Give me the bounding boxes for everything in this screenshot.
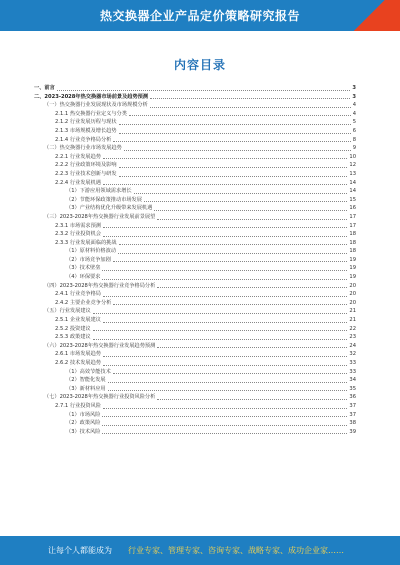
toc-entry[interactable] — [34, 342, 356, 351]
toc-entry-page: 17 — [349, 222, 356, 229]
toc-entry-page: 21 — [349, 317, 356, 324]
toc-entry-text: （四）2023-2028年热交换器行业竞争格局分析 — [44, 282, 156, 289]
toc-entry-page: 39 — [349, 428, 356, 435]
toc-entry-text: 2.6.1 市场发展趋势 — [55, 351, 101, 358]
toc-entry[interactable] — [34, 93, 356, 102]
toc-entry[interactable] — [34, 299, 356, 308]
toc-leader-dots — [150, 107, 351, 108]
toc-entry-text: （五）行业发展建议 — [44, 308, 91, 315]
toc-entry-page: 19 — [349, 274, 356, 281]
toc-entry-text: （3）技术风险 — [66, 428, 101, 435]
toc-entry-page: 13 — [349, 170, 356, 177]
toc-entry-page: 8 — [352, 136, 356, 143]
toc-leader-dots — [57, 90, 351, 91]
toc-entry-text: 2.2.3 行业技术创新与研发 — [55, 170, 117, 177]
toc-entry-page: 24 — [349, 342, 356, 349]
toc-leader-dots — [157, 287, 347, 288]
toc-entry-text: （1）高效节能技术 — [66, 368, 111, 375]
toc-entry-page: 35 — [349, 385, 356, 392]
toc-entry-text: （1）原材料价格波动 — [66, 248, 116, 255]
toc-leader-dots — [150, 98, 350, 99]
footer-slogan: 让每个人都能成为 — [48, 546, 112, 555]
toc-entry-page: 9 — [352, 145, 356, 152]
toc-leader-dots — [102, 279, 347, 280]
toc-entry[interactable] — [34, 144, 356, 153]
toc-entry[interactable] — [34, 127, 356, 136]
toc-entry-page: 33 — [349, 368, 356, 375]
toc-leader-dots — [103, 227, 347, 228]
toc-leader-dots — [134, 193, 348, 194]
toc-entry[interactable] — [34, 118, 356, 127]
toc-entry[interactable] — [34, 316, 356, 325]
toc-entry-text: 2.1.2 行业发展历程与现状 — [55, 119, 117, 126]
toc-entry[interactable] — [34, 161, 356, 170]
toc-leader-dots — [144, 201, 347, 202]
toc-leader-dots — [108, 390, 348, 391]
toc-entry-page: 32 — [349, 351, 356, 358]
toc-entry-text: 2.3.3 行业发展面临的挑战 — [55, 239, 117, 246]
toc-entry-text: （六）2023-2028年热交换器行业发展趋势预测 — [44, 342, 156, 349]
toc-entry[interactable] — [34, 393, 356, 402]
toc-entry-text: （二）热交换器行业市场发展趋势 — [44, 145, 122, 152]
table-of-contents — [34, 84, 356, 436]
toc-entry[interactable] — [34, 187, 356, 196]
toc-leader-dots — [93, 330, 348, 331]
toc-heading: 内容目录 — [173, 58, 226, 72]
toc-entry[interactable] — [34, 282, 356, 291]
toc-entry[interactable] — [34, 350, 356, 359]
toc-entry-page: 14 — [349, 188, 356, 195]
report-title: 热交换器企业产品定价策略研究报告 — [99, 9, 300, 23]
toc-leader-dots — [102, 270, 347, 271]
toc-entry-text: （3）新材料应用 — [66, 385, 106, 392]
toc-entry-text: （2）政策风险 — [66, 420, 101, 427]
toc-entry-text: （1）下游应用领域需求增长 — [66, 188, 132, 195]
toc-leader-dots — [124, 150, 351, 151]
toc-entry[interactable] — [34, 196, 356, 205]
toc-entry-page: 18 — [349, 239, 356, 246]
toc-entry[interactable] — [34, 325, 356, 334]
toc-entry[interactable] — [34, 153, 356, 162]
toc-entry-page: 5 — [352, 119, 356, 126]
toc-entry[interactable] — [34, 239, 356, 248]
toc-entry[interactable] — [34, 428, 356, 437]
toc-entry-text: 2.4.1 行业竞争格局 — [55, 291, 101, 298]
toc-entry-page: 14 — [349, 179, 356, 186]
toc-entry[interactable] — [34, 256, 356, 265]
toc-leader-dots — [119, 176, 348, 177]
toc-entry-page: 18 — [349, 248, 356, 255]
toc-entry-page: 10 — [349, 153, 356, 160]
toc-entry[interactable] — [34, 110, 356, 119]
toc-entry-page: 22 — [349, 325, 356, 332]
toc-entry-text: 2.3.1 市场需求预测 — [55, 222, 101, 229]
toc-entry[interactable] — [34, 376, 356, 385]
toc-entry-page: 6 — [352, 127, 356, 134]
toc-leader-dots — [103, 322, 347, 323]
toc-entry[interactable] — [34, 84, 356, 93]
toc-entry[interactable] — [34, 419, 356, 428]
toc-entry-text: 2.2.2 行业政策环境及影响 — [55, 162, 117, 169]
toc-leader-dots — [113, 261, 348, 262]
toc-leader-dots — [119, 167, 348, 168]
toc-entry[interactable] — [34, 290, 356, 299]
toc-entry[interactable] — [34, 359, 356, 368]
toc-entry-page: 17 — [349, 213, 356, 220]
toc-entry-page: 21 — [349, 308, 356, 315]
toc-entry-text: （七）2023-2028年热交换器行业投资风险分析 — [44, 394, 156, 401]
toc-entry-text: （4）环保要求 — [66, 274, 101, 281]
toc-leader-dots — [102, 425, 347, 426]
toc-leader-dots — [119, 133, 351, 134]
toc-leader-dots — [118, 253, 347, 254]
toc-leader-dots — [129, 115, 351, 116]
toc-entry[interactable] — [34, 213, 356, 222]
toc-leader-dots — [119, 124, 351, 125]
toc-leader-dots — [119, 244, 348, 245]
toc-leader-dots — [93, 339, 348, 340]
toc-entry-page: 38 — [349, 420, 356, 427]
toc-entry[interactable] — [34, 247, 356, 256]
toc-entry-text: （三）2023-2028年热交换器行业发展前景展望 — [44, 213, 156, 220]
toc-entry-text: （一）热交换器行业发展现状及市场规模分析 — [44, 102, 148, 109]
toc-entry-text: 一、前言 — [34, 85, 55, 91]
toc-entry-text: 2.5.3 政策建议 — [55, 334, 91, 341]
toc-entry-page: 37 — [349, 411, 356, 418]
toc-entry[interactable] — [34, 264, 356, 273]
footer-roles: 行业专家、管理专家、咨询专家、战略专家、成功企业家…… — [128, 546, 344, 555]
toc-entry[interactable] — [34, 333, 356, 342]
toc-entry-page: 4 — [352, 110, 356, 117]
toc-entry[interactable] — [34, 170, 356, 179]
toc-entry-page: 3 — [352, 85, 356, 91]
toc-leader-dots — [103, 365, 347, 366]
toc-entry-page: 23 — [349, 334, 356, 341]
toc-leader-dots — [103, 184, 347, 185]
toc-entry[interactable] — [34, 402, 356, 411]
toc-leader-dots — [103, 356, 347, 357]
toc-leader-dots — [93, 313, 348, 314]
toc-entry[interactable] — [34, 385, 356, 394]
toc-entry-page: 36 — [349, 394, 356, 401]
toc-entry-page: 16 — [349, 205, 356, 212]
toc-entry-page: 19 — [349, 265, 356, 272]
toc-entry-text: 2.1.4 行业竞争格局分析 — [55, 136, 112, 143]
toc-entry-text: 二、2023-2028年热交换器市场前景及趋势预测 — [34, 93, 149, 100]
toc-entry-text: 2.5.1 企业发展建议 — [55, 317, 101, 324]
toc-entry-text: 2.2.4 行业发展机遇 — [55, 179, 101, 186]
toc-entry-page: 20 — [349, 291, 356, 298]
toc-entry-text: （3）产业结构优化升级带来发展机遇 — [66, 205, 153, 212]
toc-leader-dots — [103, 158, 347, 159]
toc-leader-dots — [154, 210, 347, 211]
toc-entry[interactable] — [34, 273, 356, 282]
toc-entry-text: 2.6.2 技术发展趋势 — [55, 360, 101, 366]
toc-leader-dots — [103, 408, 347, 409]
toc-entry[interactable] — [34, 307, 356, 316]
report-header — [0, 0, 400, 31]
toc-entry-text: （3）技术壁垒 — [66, 265, 101, 272]
toc-entry[interactable] — [34, 230, 356, 239]
toc-entry-page: 15 — [349, 196, 356, 203]
toc-entry-page: 37 — [349, 402, 356, 409]
toc-leader-dots — [103, 296, 347, 297]
toc-entry[interactable] — [34, 179, 356, 188]
toc-entry-text: 2.3.2 行业投资机会 — [55, 231, 101, 238]
toc-entry-page: 34 — [349, 377, 356, 384]
toc-entry-text: 2.2.1 行业发展趋势 — [55, 153, 101, 160]
toc-leader-dots — [113, 304, 347, 305]
toc-entry-page: 3 — [352, 93, 356, 100]
toc-entry-page: 4 — [352, 102, 356, 109]
toc-entry-page: 33 — [349, 360, 356, 366]
toc-entry[interactable] — [34, 136, 356, 145]
toc-entry[interactable] — [34, 204, 356, 213]
toc-entry-page: 20 — [349, 282, 356, 289]
toc-entry-text: 2.1.1 热交换器行业定义与分类 — [55, 110, 127, 117]
toc-entry[interactable] — [34, 101, 356, 110]
toc-leader-dots — [102, 416, 347, 417]
toc-entry-text: （2）节能环保政策推动市场发展 — [66, 196, 142, 203]
toc-leader-dots — [113, 373, 348, 374]
toc-leader-dots — [157, 347, 347, 348]
toc-entry-text: 2.5.2 投资建议 — [55, 325, 91, 332]
toc-leader-dots — [113, 141, 350, 142]
toc-entry-text: 2.1.3 市场规模及增长趋势 — [55, 127, 117, 134]
toc-entry-text: （2）市场竞争加剧 — [66, 256, 111, 263]
footer-bar — [0, 536, 400, 565]
toc-entry-page: 12 — [349, 162, 356, 169]
toc-entry[interactable] — [34, 411, 356, 420]
toc-entry-text: （2）智能化发展 — [66, 377, 106, 384]
toc-entry[interactable] — [34, 222, 356, 231]
toc-entry-page: 19 — [349, 256, 356, 263]
toc-entry-page: 20 — [349, 299, 356, 306]
toc-entry-page: 18 — [349, 231, 356, 238]
toc-entry-text: （1）市场风险 — [66, 411, 101, 418]
toc-entry-text: 2.7.1 行业投资风险 — [55, 402, 101, 409]
corner-decoration — [354, 0, 400, 31]
toc-leader-dots — [157, 399, 347, 400]
toc-leader-dots — [102, 433, 347, 434]
toc-leader-dots — [103, 236, 347, 237]
toc-entry[interactable] — [34, 368, 356, 377]
toc-entry-text: 2.4.2 主要企业竞争分析 — [55, 299, 112, 306]
toc-leader-dots — [108, 382, 348, 383]
toc-leader-dots — [157, 219, 347, 220]
